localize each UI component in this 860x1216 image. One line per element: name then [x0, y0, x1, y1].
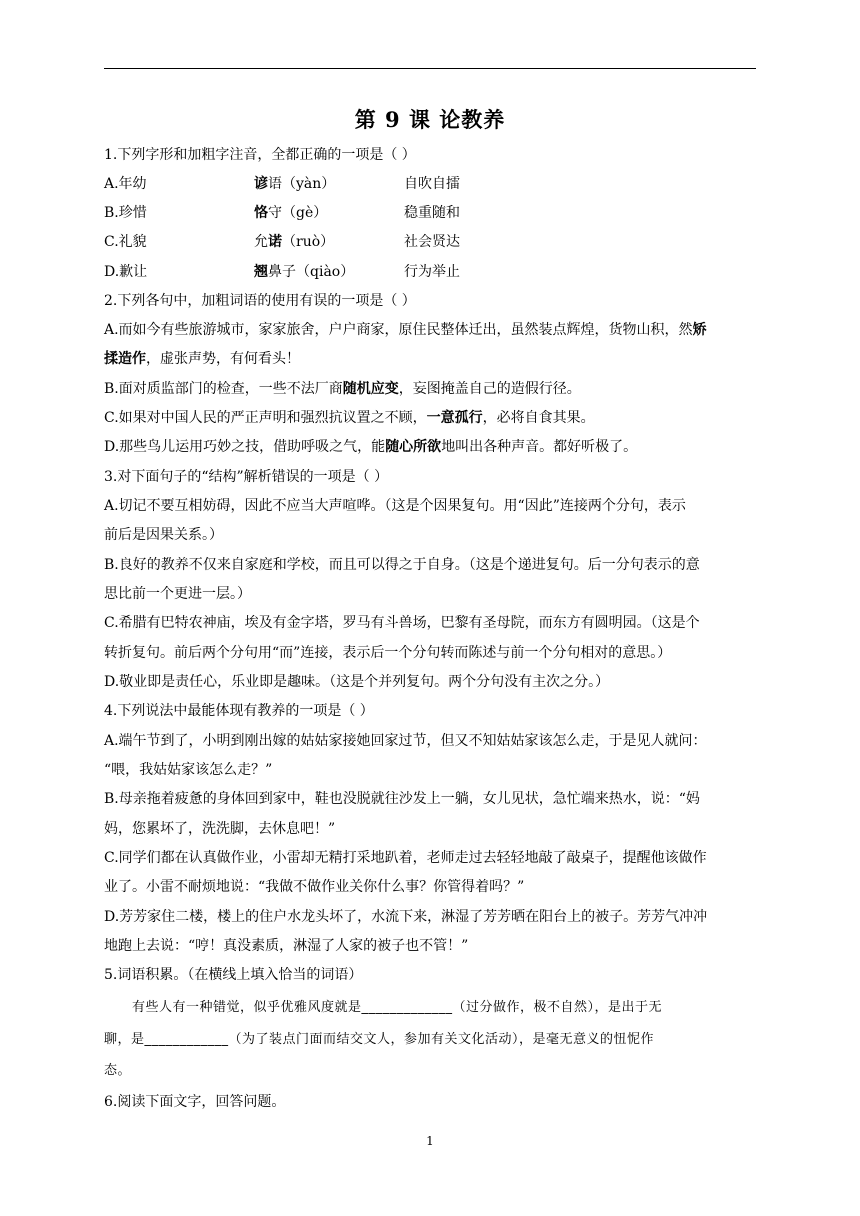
- q4-line: B.母亲拖着疲惫的身体回到家中，鞋也没脱就往沙发上一躺，女儿见状，急忙端来热水，说：“妈: [104, 791, 700, 807]
- q5-fill-line: 有些人有一种错觉，似乎优雅风度就是_____________（过分做作，极不自然），是出于无: [132, 1000, 663, 1015]
- q4-line: C.同学们都在认真做作业，小雷却无精打采地趴着，老师走过去轻轻地敲了敲桌子，提醒他该做作: [104, 850, 707, 866]
- q1-b-phrase: [254, 202, 327, 224]
- q2-option-d: [104, 436, 756, 458]
- q4-stem: 4.下列说法中最能体现有教养的一项是（ ）: [104, 703, 374, 719]
- header-rule: [104, 68, 756, 69]
- q2-option-c: [104, 407, 756, 429]
- q2-option-a-line2: [104, 348, 756, 370]
- q1-d-bold: 翘: [254, 264, 268, 280]
- q3-line: B.良好的教养不仅来自家庭和学校，而且可以得之于自身。（这是个递进复句。后一分句表示的意: [104, 557, 700, 573]
- q1-stem: 1.下列字形和加粗字注音，全都正确的一项是（ ）: [104, 147, 416, 163]
- q3-line: 前后是因果关系。）: [104, 527, 223, 543]
- q4-line: D.芳芳家住二楼，楼上的住户水龙头坏了，水流下来，淋湿了芳芳晒在阳台上的被子。芳芳气冲冲: [104, 909, 708, 925]
- q2-b-post: ，妄图掩盖自己的造假行径。: [398, 381, 581, 397]
- q3-stem: 3.对下面句子的“结构”解析错误的一项是（ ）: [104, 469, 389, 485]
- q3-line: 转折复句。前后两个分句用“而”连接，表示后一个分句转而陈述与前一个分句相对的意思。）: [104, 645, 672, 661]
- q5-fill-line: 聊，是____________（为了装点门面而结交文人，参加有关文化活动），是毫无意义的忸怩作: [104, 1032, 655, 1047]
- q4-line: 妈，您累坏了，洗洗脚，去休息吧！”: [104, 821, 336, 837]
- q2-b-pre: B.面对质监部门的检查，一些不法厂商: [104, 381, 343, 397]
- q2-d-pre: D.那些鸟儿运用巧妙之技，借助呼吸之气，能: [104, 439, 386, 455]
- q1-a-bold: 谚: [254, 176, 268, 192]
- q2-a-text-end: ，虚张声势，有何看头！: [146, 351, 300, 367]
- q1-b-rest: 守（gè）: [268, 205, 328, 221]
- page-number: 1: [426, 1134, 434, 1148]
- q4-line: “喂，我姑姑家该怎么走？”: [104, 762, 273, 778]
- q5-stem: 5.词语积累。（在横线上填入恰当的词语）: [104, 967, 363, 983]
- q1-a-rest: 语（yàn）: [268, 176, 336, 192]
- q2-b-bold: 随机应变: [342, 381, 399, 397]
- q1-c-phrase: [254, 231, 334, 253]
- q6-stem: 6.阅读下面文字，回答问题。: [104, 1094, 286, 1110]
- q3-line: D.敬业即是责任心，乐业即是趣味。（这是个并列复句。两个分句没有主次之分。）: [104, 674, 610, 690]
- q1-c-bold: 诺: [268, 234, 282, 250]
- q2-a-bold-end: 揉造作: [104, 351, 146, 367]
- page-title: 第 9 课 论教养: [354, 107, 506, 132]
- q3-line: A.切记不要互相妨碍，因此不应当大声喧哗。（这是个因果复句。用“因此”连接两个分句，表示: [104, 498, 686, 514]
- q3-line: C.希腊有巴特农神庙，埃及有金字塔，罗马有斗兽场，巴黎有圣母院，而东方有圆明园。（这是个: [104, 615, 700, 631]
- q1-d-rest: 鼻子（qiào）: [268, 264, 355, 280]
- q1-b-idiom: 稳重随和: [404, 205, 460, 221]
- q1-c-pre: 允: [254, 234, 268, 250]
- q4-line: 业了。小雷不耐烦地说：“我做不做作业关你什么事？你管得着吗？”: [104, 879, 525, 895]
- q1-d-phrase: [254, 261, 354, 283]
- q1-a-word: A.年幼: [104, 176, 147, 192]
- q1-c-rest: （ruò）: [282, 234, 335, 250]
- q1-c-word: C.礼貌: [104, 234, 147, 250]
- q1-b-word: B.珍惜: [104, 205, 147, 221]
- q5-fill-line: 态。: [104, 1063, 132, 1078]
- q4-line: A.端午节到了，小明到刚出嫁的姑姑家接她回家过节，但又不知姑姑家该怎么走，于是见人就问：: [104, 733, 707, 749]
- q1-b-bold: 恪: [254, 205, 268, 221]
- q2-stem: 2.下列各句中，加粗词语的使用有误的一项是（ ）: [104, 293, 416, 309]
- q1-d-idiom: 行为举止: [404, 264, 460, 280]
- q2-a-bold-start: 矫: [692, 322, 707, 338]
- q2-d-bold: 随心所欲: [385, 439, 442, 455]
- q2-c-pre: C.如果对中国人民的严正声明和强烈抗议置之不顾，: [104, 410, 427, 426]
- q2-c-post: ，必将自食其果。: [482, 410, 595, 426]
- q4-line: 地跑上去说：“哼！真没素质，淋湿了人家的被子也不管！”: [104, 938, 469, 954]
- q2-c-bold: 一意孤行: [426, 410, 483, 426]
- q2-d-post: 地叫出各种声音。都好听极了。: [441, 439, 638, 455]
- q1-a-idiom: 自吹自擂: [404, 176, 460, 192]
- q1-a-phrase: [254, 173, 335, 195]
- q2-option-a-line1: [104, 319, 756, 341]
- q1-d-word: D.歉让: [104, 264, 148, 280]
- q2-option-b: [104, 378, 756, 400]
- q3-line: 思比前一个更进一层。）: [104, 586, 251, 602]
- q1-c-idiom: 社会贤达: [404, 234, 460, 250]
- q2-a-text: A.而如今有些旅游城市，家家旅舍，户户商家，原住民整体迁出，虽然装点辉煌，货物山积，然: [104, 322, 693, 338]
